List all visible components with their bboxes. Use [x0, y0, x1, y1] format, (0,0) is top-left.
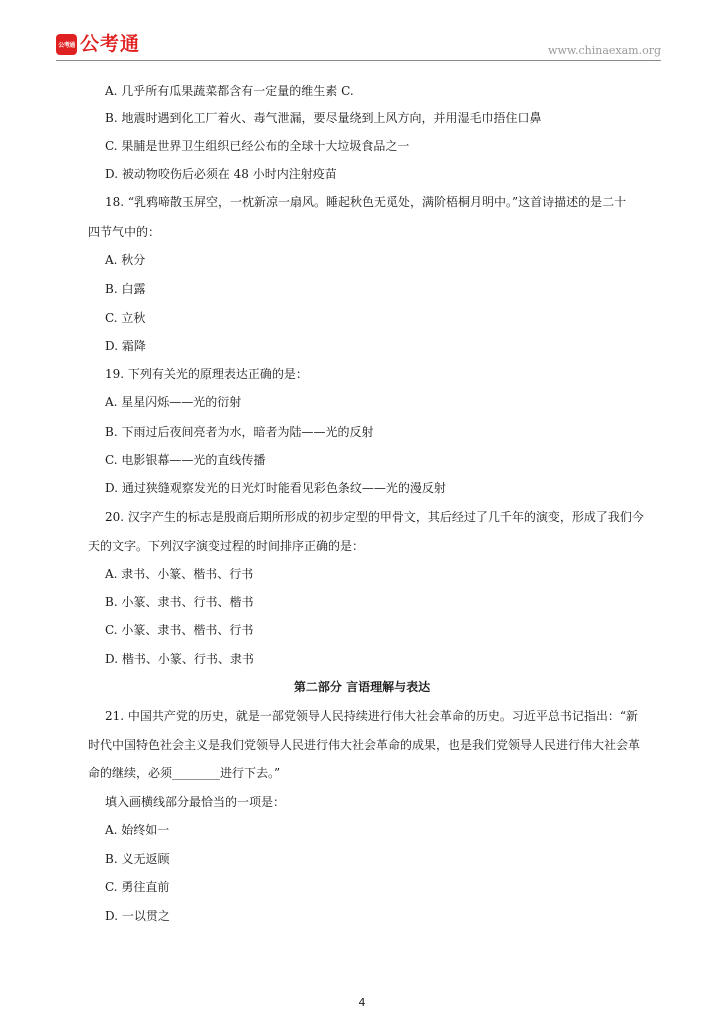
question-21: 21. 中国共产党的历史，就是一部党领导人民持续进行伟大社会革命的历史。习近平总书记指出：“新 [105, 709, 639, 723]
site-logo[interactable] [56, 33, 140, 55]
option-line: A. 星星闪烁——光的衍射 [105, 395, 242, 409]
page-number: 4 [358, 996, 366, 1009]
option-line: B. 白露 [105, 282, 146, 296]
option-line: D. 被动物咬伤后必须在 48 小时内注射疫苗 [105, 167, 337, 181]
option-line: B. 小篆、隶书、行书、楷书 [105, 595, 254, 609]
question-21-continued: 命的继续，必须________进行下去。” [88, 766, 281, 780]
option-line: C. 果脯是世界卫生组织已经公布的全球十大垃圾食品之一 [105, 139, 410, 153]
logo-badge-icon: 公考通 [56, 34, 77, 55]
question-21-prompt: 填入画横线部分最恰当的一项是： [105, 795, 286, 809]
option-line: D. 楷书、小篆、行书、隶书 [105, 652, 254, 666]
section-heading: 第二部分 言语理解与表达 [293, 680, 431, 694]
question-20: 20. 汉字产生的标志是殷商后期所形成的初步定型的甲骨文，其后经过了几千年的演变，形成了我们今 [105, 510, 644, 524]
question-19: 19. 下列有关光的原理表达正确的是： [105, 367, 308, 381]
page-header [0, 0, 724, 64]
option-line: C. 电影银幕——光的直线传播 [105, 453, 266, 467]
option-line: A. 几乎所有瓜果蔬菜都含有一定量的维生素 C. [105, 84, 354, 98]
option-line: A. 始终如一 [105, 823, 170, 837]
question-18-continued: 四节气中的： [88, 225, 161, 239]
option-line: C. 立秋 [105, 311, 146, 325]
option-line: A. 秋分 [105, 253, 146, 267]
site-url[interactable]: www.chinaexam.org [548, 44, 661, 57]
question-18: 18. “乳鸦啼散玉屏空，一枕新凉一扇风。睡起秋色无觅处，满阶梧桐月明中。”这首诗描述的是二十 [105, 195, 627, 209]
option-line: D. 通过狭缝观察发光的日光灯时能看见彩色条纹——光的漫反射 [105, 481, 446, 495]
option-line: C. 勇往直前 [105, 880, 170, 894]
option-line: C. 小篆、隶书、楷书、行书 [105, 623, 254, 637]
option-line: D. 霜降 [105, 339, 146, 353]
option-line: B. 义无返顾 [105, 852, 170, 866]
option-line: B. 地震时遇到化工厂着火、毒气泄漏，要尽量绕到上风方向，并用湿毛巾捂住口鼻 [105, 111, 542, 125]
option-line: B. 下雨过后夜间亮者为水，暗者为陆——光的反射 [105, 425, 374, 439]
option-line: D. 一以贯之 [105, 909, 170, 923]
question-20-continued: 天的文字。下列汉字演变过程的时间排序正确的是： [88, 539, 365, 553]
option-line: A. 隶书、小篆、楷书、行书 [105, 567, 254, 581]
header-divider [56, 60, 661, 61]
logo-text: 公考通 [80, 33, 141, 55]
question-21-continued: 时代中国特色社会主义是我们党领导人民进行伟大社会革命的成果，也是我们党领导人民进行伟大社会革 [88, 738, 641, 752]
